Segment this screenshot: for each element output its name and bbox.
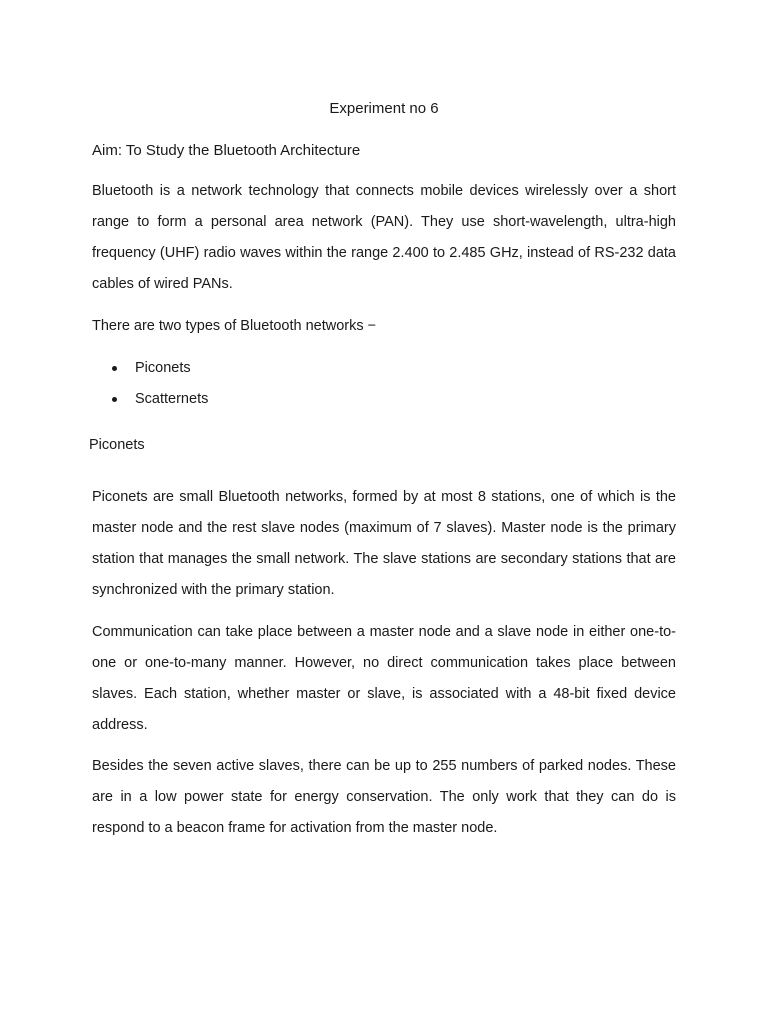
types-intro: There are two types of Bluetooth networks − (92, 318, 377, 334)
aim-heading: Aim: To Study the Bluetooth Architecture (92, 142, 361, 159)
bullet-icon (112, 397, 117, 402)
body-paragraph: Communication can take place between a master node and a slave node in either one-to-one or one-to-many manner. However, no direct communication takes place between slaves. Each station, whether master or slave, is associated with a 48-bit fixed device address. (92, 624, 676, 733)
body-paragraph: Piconets are small Bluetooth networks, formed by at most 8 stations, one of which is the master node and the rest slave nodes (maximum of 7 slaves). Master node is the primary station that manages the small network. The slave stations are secondary stations that are synchronized with the primary station. (92, 489, 676, 598)
body-paragraph: Besides the seven active slaves, there can be up to 255 numbers of parked nodes. These are in a low power state for energy conservation. The only work that they can do is respond to a beacon frame for activation from the master node. (92, 758, 676, 836)
intro-paragraph: Bluetooth is a network technology that connects mobile devices wirelessly over a short range to form a personal area network (PAN). They use short-wavelength, ultra-high frequency (UHF) radio waves within the range 2.400 to 2.485 GHz, instead of RS-232 data cables of wired PANs. (92, 183, 676, 292)
list-item-label: Scatternets (135, 391, 209, 407)
network-types-list (92, 353, 208, 415)
document-title: Experiment no 6 (329, 100, 439, 117)
bullet-icon (112, 366, 117, 371)
section-heading: Piconets (89, 437, 145, 453)
list-item-label: Piconets (135, 360, 191, 376)
list-item (92, 384, 208, 415)
list-item (92, 353, 208, 384)
